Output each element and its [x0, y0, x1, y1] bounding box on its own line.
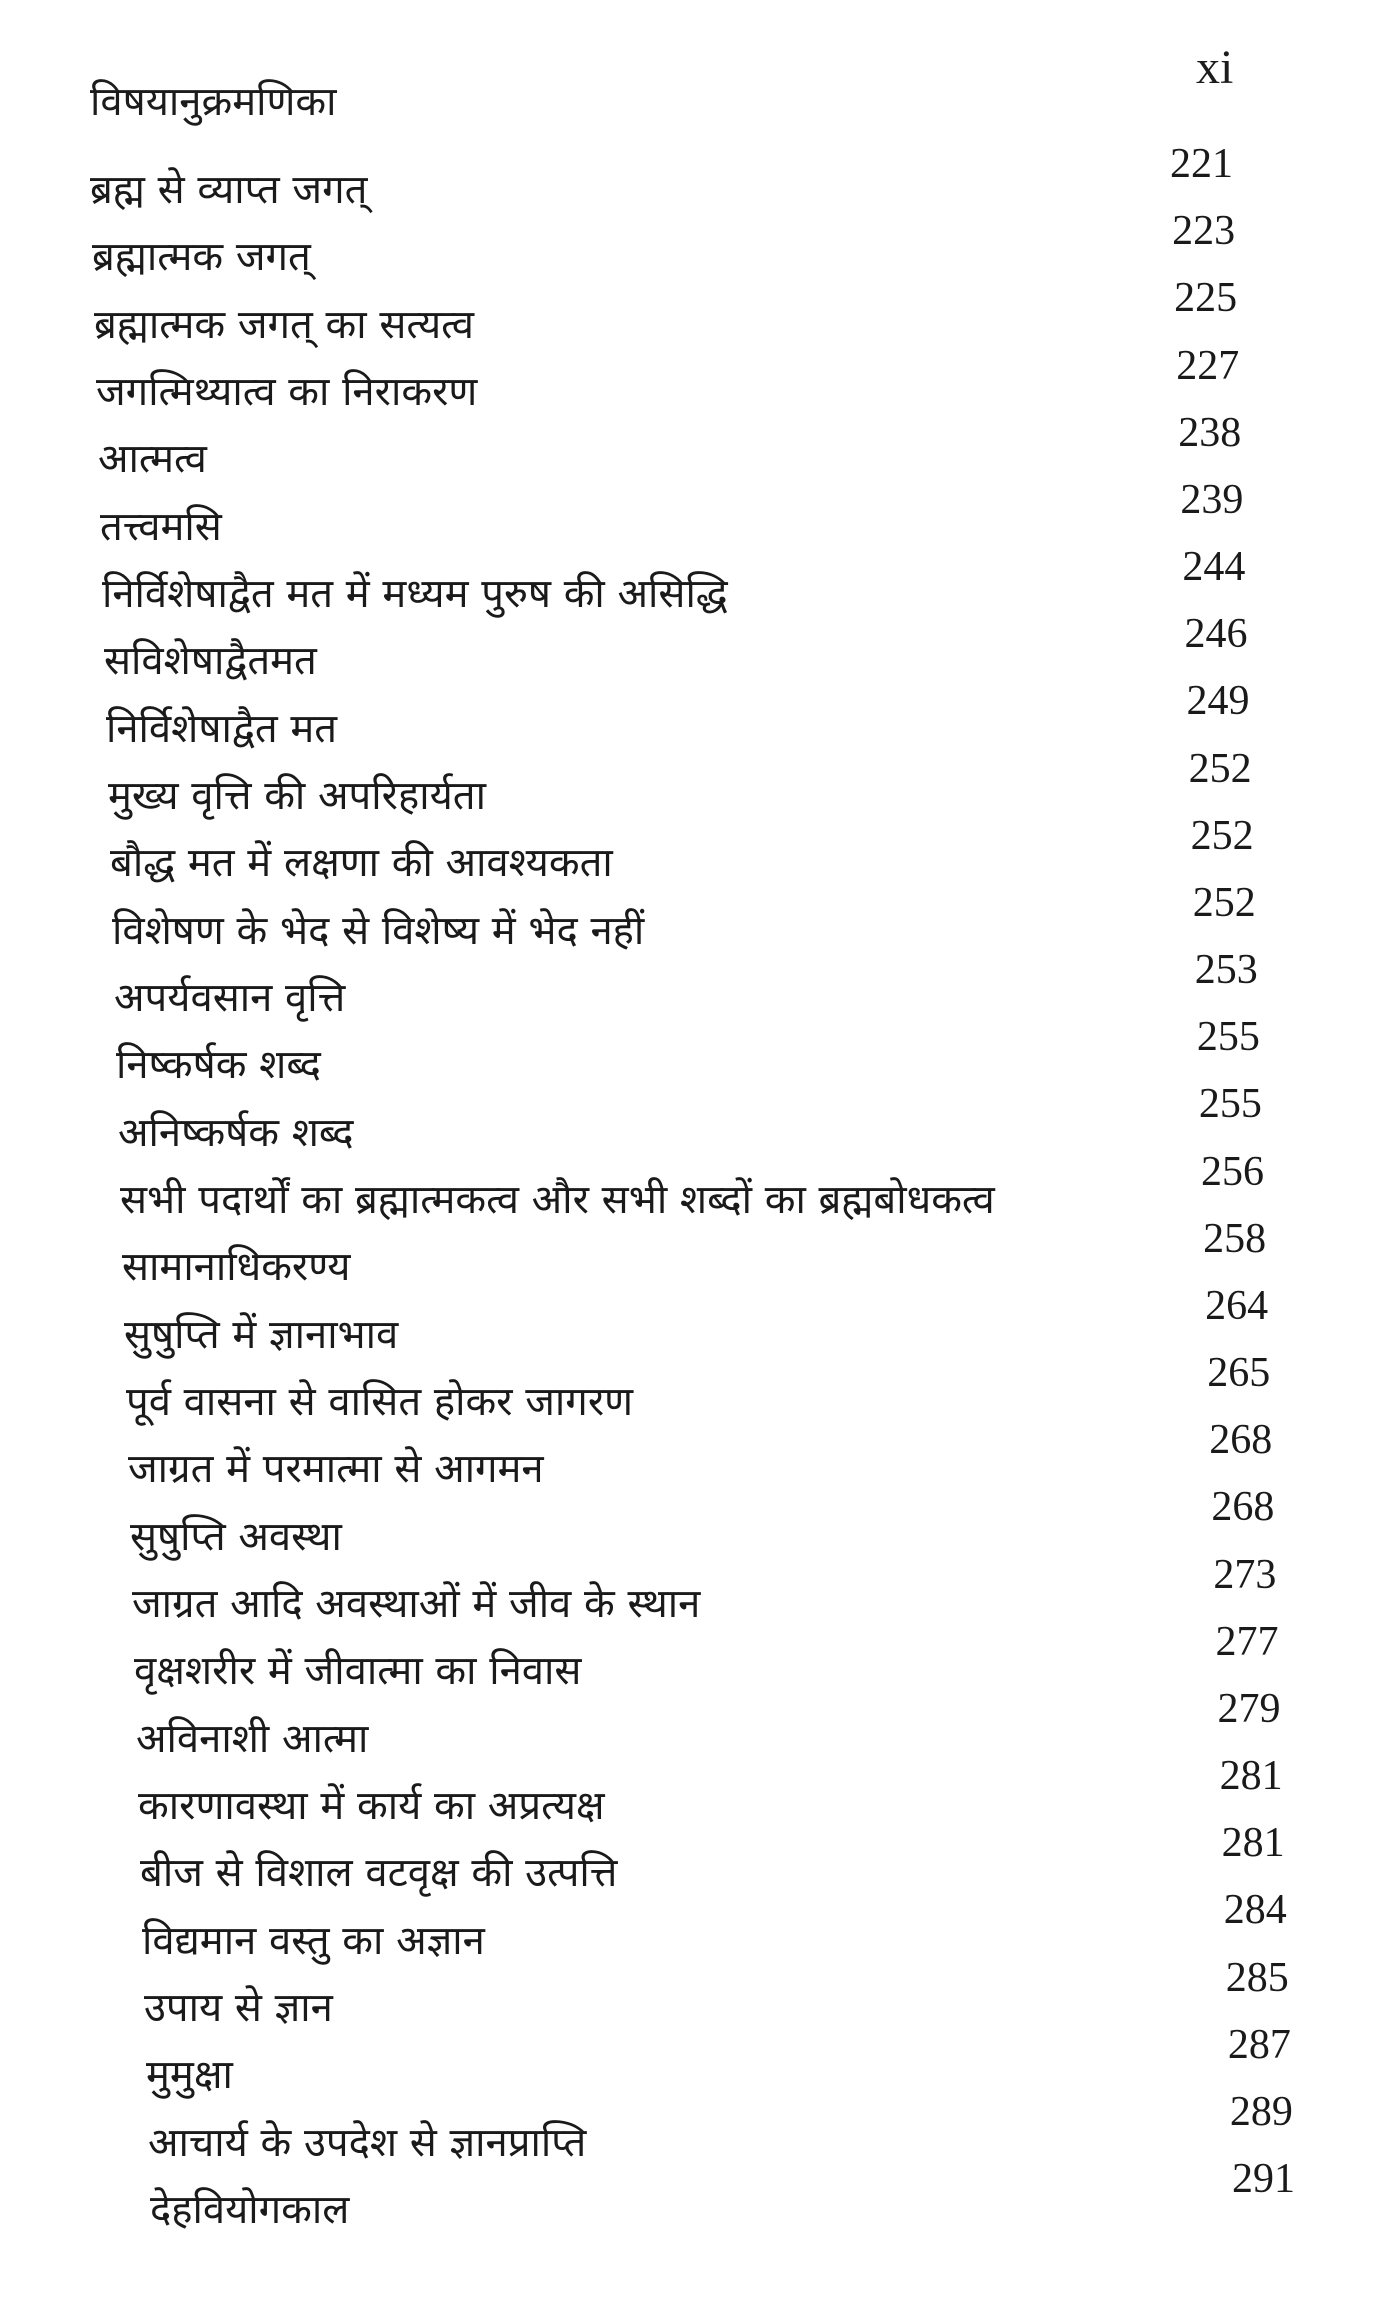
toc-entry-page: 255: [1196, 1014, 1260, 1061]
toc-entry-title: अपर्यवसान वृत्ति: [114, 975, 346, 1021]
toc-entry-page: 265: [1207, 1350, 1271, 1396]
toc-entry-title: जाग्रत में परमात्मा से आगमन: [128, 1446, 544, 1493]
toc-entry-page: 273: [1213, 1551, 1277, 1598]
toc-entry-page: 249: [1186, 678, 1250, 725]
toc-entry-page: 239: [1180, 476, 1244, 523]
toc-entry-page: 238: [1178, 409, 1242, 456]
toc-entry-page: 246: [1184, 611, 1248, 658]
toc-entry-page: 255: [1198, 1081, 1262, 1128]
toc-entry-page: 252: [1188, 745, 1252, 792]
toc-entry-title: विद्यमान वस्तु का अज्ञान: [142, 1917, 485, 1964]
toc-entry-title: जगत्मिथ्यात्व का निराकरण: [96, 369, 478, 415]
toc-entry-title: सभी पदार्थों का ब्रह्मात्मकत्व और सभी शब्दों का ब्रह्मबोधकत्व: [120, 1177, 995, 1223]
toc-entry-title: निर्विशेषाद्वैत मत में मध्यम पुरुष की असिद्धि: [102, 571, 728, 617]
toc-entry-title: ब्रह्मात्मक जगत्: [92, 234, 311, 281]
toc-entry-title: बीज से विशाल वटवृक्ष की उत्पत्ति: [140, 1850, 618, 1897]
toc-entry-title: जाग्रत आदि अवस्थाओं में जीव के स्थान: [132, 1581, 701, 1627]
toc-entry-title: देहवियोगकाल: [150, 2187, 350, 2233]
toc-entry-title: वृक्षशरीर में जीवात्मा का निवास: [134, 1648, 582, 1695]
toc-entry-title: बौद्ध मत में लक्षणा की आवश्यकता: [110, 840, 613, 887]
toc-entry-title: कारणावस्था में कार्य का अप्रत्यक्ष: [138, 1783, 605, 1829]
toc-entry-page: 258: [1203, 1215, 1267, 1262]
toc-entry-page: 287: [1227, 2021, 1291, 2068]
running-head: विषयानुक्रमणिका: [90, 79, 337, 125]
toc-entry-page: 285: [1225, 1954, 1289, 2001]
toc-entry-page: 244: [1182, 544, 1246, 590]
toc-entry-page: 291: [1232, 2156, 1295, 2202]
toc-entry-page: 227: [1176, 342, 1240, 389]
toc-entry-title: उपाय से ज्ञान: [144, 1985, 333, 2031]
toc-entry-page: 277: [1215, 1618, 1279, 1665]
toc-entry-page: 253: [1194, 947, 1258, 993]
toc-entry-title: आचार्य के उपदेश से ज्ञानप्राप्ति: [148, 2119, 587, 2166]
toc-entry-page: 221: [1170, 141, 1233, 187]
toc-entry-title: अनिष्कर्षक शब्द: [118, 1109, 354, 1156]
toc-entry-title: आत्मत्व: [98, 436, 207, 483]
page-number: xi: [1196, 41, 1234, 94]
toc-entry-title: अविनाशी आत्मा: [136, 1715, 369, 1762]
toc-entry-title: तत्त्वमसि: [100, 503, 222, 550]
toc-entry-title: सुषुप्ति अवस्था: [130, 1513, 342, 1560]
toc-entry-title: ब्रह्म से व्याप्त जगत्: [90, 167, 368, 213]
toc-entry-page: 281: [1219, 1753, 1283, 1799]
toc-entry-title: सामानाधिकरण्य: [122, 1244, 351, 1291]
toc-entry-page: 281: [1221, 1820, 1285, 1867]
toc-entry-page: 268: [1209, 1417, 1273, 1464]
toc-entry-page: 252: [1192, 879, 1256, 926]
toc-entry-title: ब्रह्मात्मक जगत् का सत्यत्व: [94, 301, 475, 348]
toc-entry-title: मुख्य वृत्ति की अपरिहार्यता: [108, 773, 486, 819]
toc-entry-page: 225: [1174, 275, 1238, 322]
toc-entry-title: निष्कर्षक शब्द: [116, 1042, 321, 1089]
toc-entry-title: सुषुप्ति में ज्ञानाभाव: [124, 1311, 399, 1358]
toc-entry-page: 223: [1172, 208, 1236, 255]
toc-entry-title: निर्विशेषाद्वैत मत: [106, 705, 338, 752]
toc-entry-title: मुमुक्षा: [146, 2052, 233, 2099]
toc-entry-page: 289: [1229, 2088, 1293, 2135]
toc-entry-title: पूर्व वासना से वासित होकर जागरण: [126, 1379, 634, 1425]
toc-entry-page: 284: [1223, 1887, 1287, 1934]
toc-entry-page: 268: [1211, 1484, 1275, 1531]
toc-entry-title: विशेषण के भेद से विशेष्य में भेद नहीं: [112, 907, 645, 954]
toc-entry-page: 264: [1205, 1282, 1269, 1329]
toc-entry-page: 279: [1217, 1685, 1281, 1732]
toc-entry-page: 256: [1201, 1148, 1264, 1195]
toc-entry-page: 252: [1190, 812, 1254, 859]
toc-entry-title: सविशेषाद्वैतमत: [104, 638, 317, 685]
